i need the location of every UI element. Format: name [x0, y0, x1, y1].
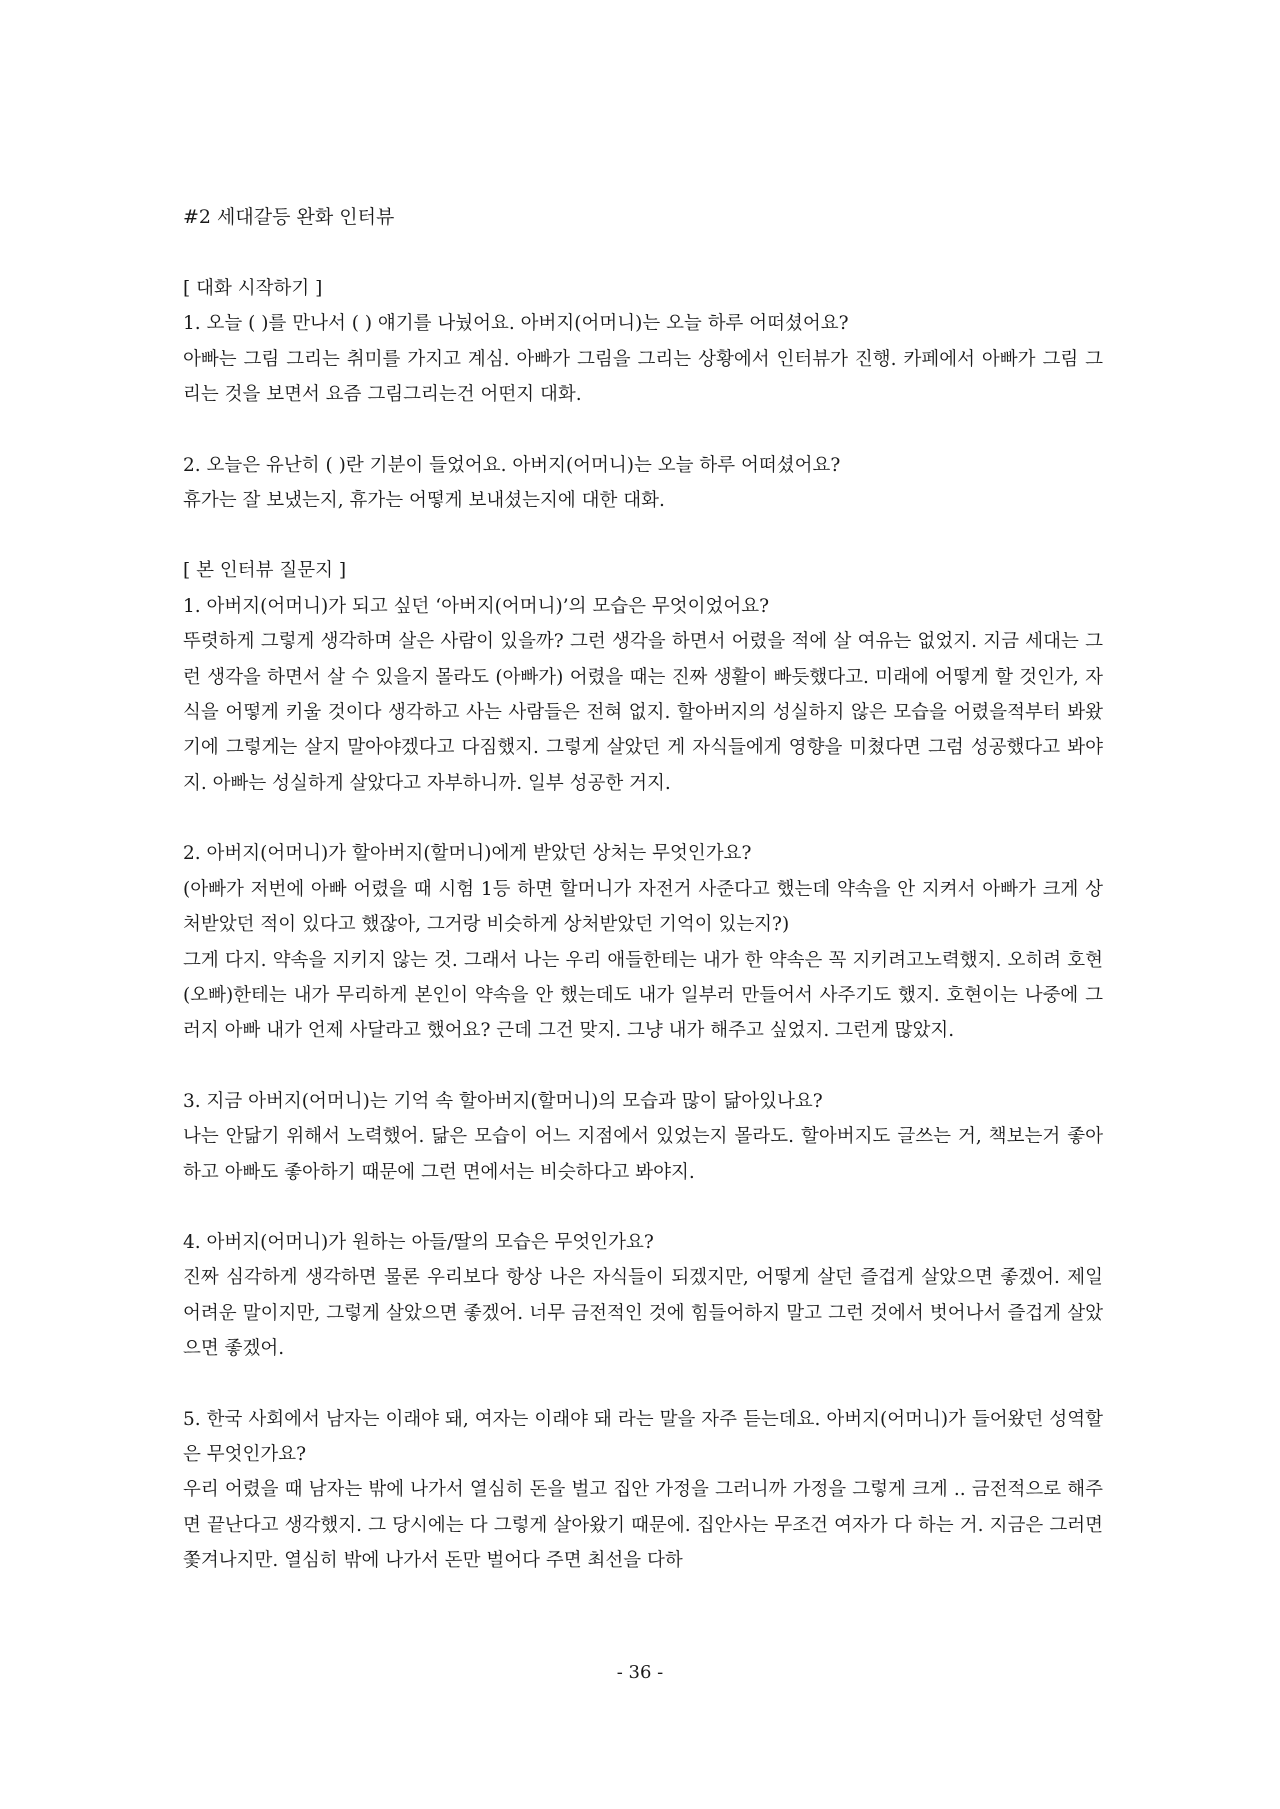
question-text: 1. 아버지(어머니)가 되고 싶던 ‘아버지(어머니)’의 모습은 무엇이었어요? — [183, 595, 770, 617]
answer-text: 뚜렷하게 그렇게 생각하며 살은 사람이 있을까? 그런 생각을 하면서 어렸을 적에 살 여유는 없었지. 지금 세대는 그런 생각을 하면서 살 수 있을지 몰라도 (아빠가) 어렸을 때는 진짜 생활이 빠듯했다고. 미래에 어떻게 할 것인가, 자식을 어떻게 키울 것이다 생각하고 사는 사람들은 전혀 없지. 할아버지의 성실하지 않은 모습을 어렸을적부터 봐왔기에 그렇게는 살지 말아야겠다고 다짐했지. 그렇게 살았던 게 자식들에게 영향을 미쳤다면 그럼 성공했다고 봐야지. 아빠는 성실하게 살았다고 자부하니까. 일부 성공한 거지. — [183, 631, 1103, 794]
page-number: - 36 - — [616, 1662, 664, 1683]
section-heading: [ 대화 시작하기 ] — [183, 278, 323, 299]
question-text: 2. 아버지(어머니)가 할아버지(할머니)에게 받았던 상처는 무엇인가요? — [183, 843, 752, 865]
qa-item — [183, 1402, 1103, 1579]
answer-text: 진짜 심각하게 생각하면 물론 우리보다 항상 나은 자식들이 되겠지만, 어떻게 살던 즐겁게 살았으면 좋겠어. 제일 어려운 말이지만, 그렇게 살았으면 좋겠어. 너무 금전적인 것에 힘들어하지 말고 그런 것에서 벗어나서 즐겁게 살았으면 좋겠어. — [183, 1267, 1103, 1360]
answer-text: 우리 어렸을 때 남자는 밖에 나가서 열심히 돈을 벌고 집안 가정을 그러니까 가정을 그렇게 크게 .. 금전적으로 해주면 끝난다고 생각했지. 그 당시에는 다 그렇게 살아왔기 때문에. 집안사는 무조건 여자가 다 하는 거. 지금은 그러면 쫓겨나지만. 열심히 밖에 나가서 돈만 벌어다 주면 최선을 다하 — [183, 1479, 1103, 1572]
section-main-interview — [183, 553, 1103, 801]
section-heading: [ 본 인터뷰 질문지 ] — [183, 560, 347, 582]
question-note: (아빠가 저번에 아빠 어렸을 때 시험 1등 하면 할머니가 자전거 사준다고 했는데 약속을 안 지켜서 아빠가 크게 상처받았던 적이 있다고 했잖아, 그거랑 비슷하게 상처받았던 기억이 있는지?) — [183, 878, 1103, 936]
answer-text: 아빠는 그림 그리는 취미를 가지고 계심. 아빠가 그림을 그리는 상황에서 인터뷰가 진행. 카페에서 아빠가 그림 그리는 것을 보면서 요즘 그림그리는건 어떤지 대화. — [183, 348, 1103, 406]
question-text: 3. 지금 아버지(어머니)는 기억 속 할아버지(할머니)의 모습과 많이 닮아있나요? — [183, 1090, 823, 1112]
question-text: 5. 한국 사회에서 남자는 이래야 돼, 여자는 이래야 돼 라는 말을 자주 듣는데요. 아버지(어머니)가 들어왔던 성역할은 무엇인가요? — [183, 1408, 1103, 1465]
section-conversation-start — [183, 271, 1103, 413]
answer-text: 나는 안닮기 위해서 노력했어. 닮은 모습이 어느 지점에서 있었는지 몰라도. 할아버지도 글쓰는 거, 책보는거 좋아하고 아빠도 좋아하기 때문에 그런 면에서는 비슷하다고 봐야지. — [183, 1126, 1103, 1183]
question-text: 2. 오늘은 유난히 ( )란 기분이 들었어요. 아버지(어머니)는 오늘 하루 어떠셨어요? — [183, 454, 841, 476]
qa-item — [183, 448, 1103, 519]
qa-item — [183, 1084, 1103, 1190]
answer-text: 그게 다지. 약속을 지키지 않는 것. 그래서 나는 우리 애들한테는 내가 한 약속은 꼭 지키려고노력했지. 오히려 호현(오빠)한테는 내가 무리하게 본인이 약속을 안 했는데도 내가 일부러 만들어서 사주기도 했지. 호현이는 나중에 그러지 아빠 내가 언제 사달라고 했어요? 근데 그건 맞지. 그냥 내가 해주고 싶었지. 그런게 많았지. — [183, 949, 1103, 1042]
qa-item — [183, 1225, 1103, 1367]
question-text: 1. 오늘 ( )를 만나서 ( ) 얘기를 나눴어요. 아버지(어머니)는 오늘 하루 어떠셨어요? — [183, 313, 849, 335]
question-text: 4. 아버지(어머니)가 원하는 아들/딸의 모습은 무엇인가요? — [183, 1231, 654, 1253]
document-body — [183, 200, 1103, 1579]
page-title: #2 세대갈등 완화 인터뷰 — [183, 206, 395, 228]
answer-text: 휴가는 잘 보냈는지, 휴가는 어떻게 보내셨는지에 대한 대화. — [183, 490, 665, 512]
qa-item — [183, 836, 1103, 1048]
